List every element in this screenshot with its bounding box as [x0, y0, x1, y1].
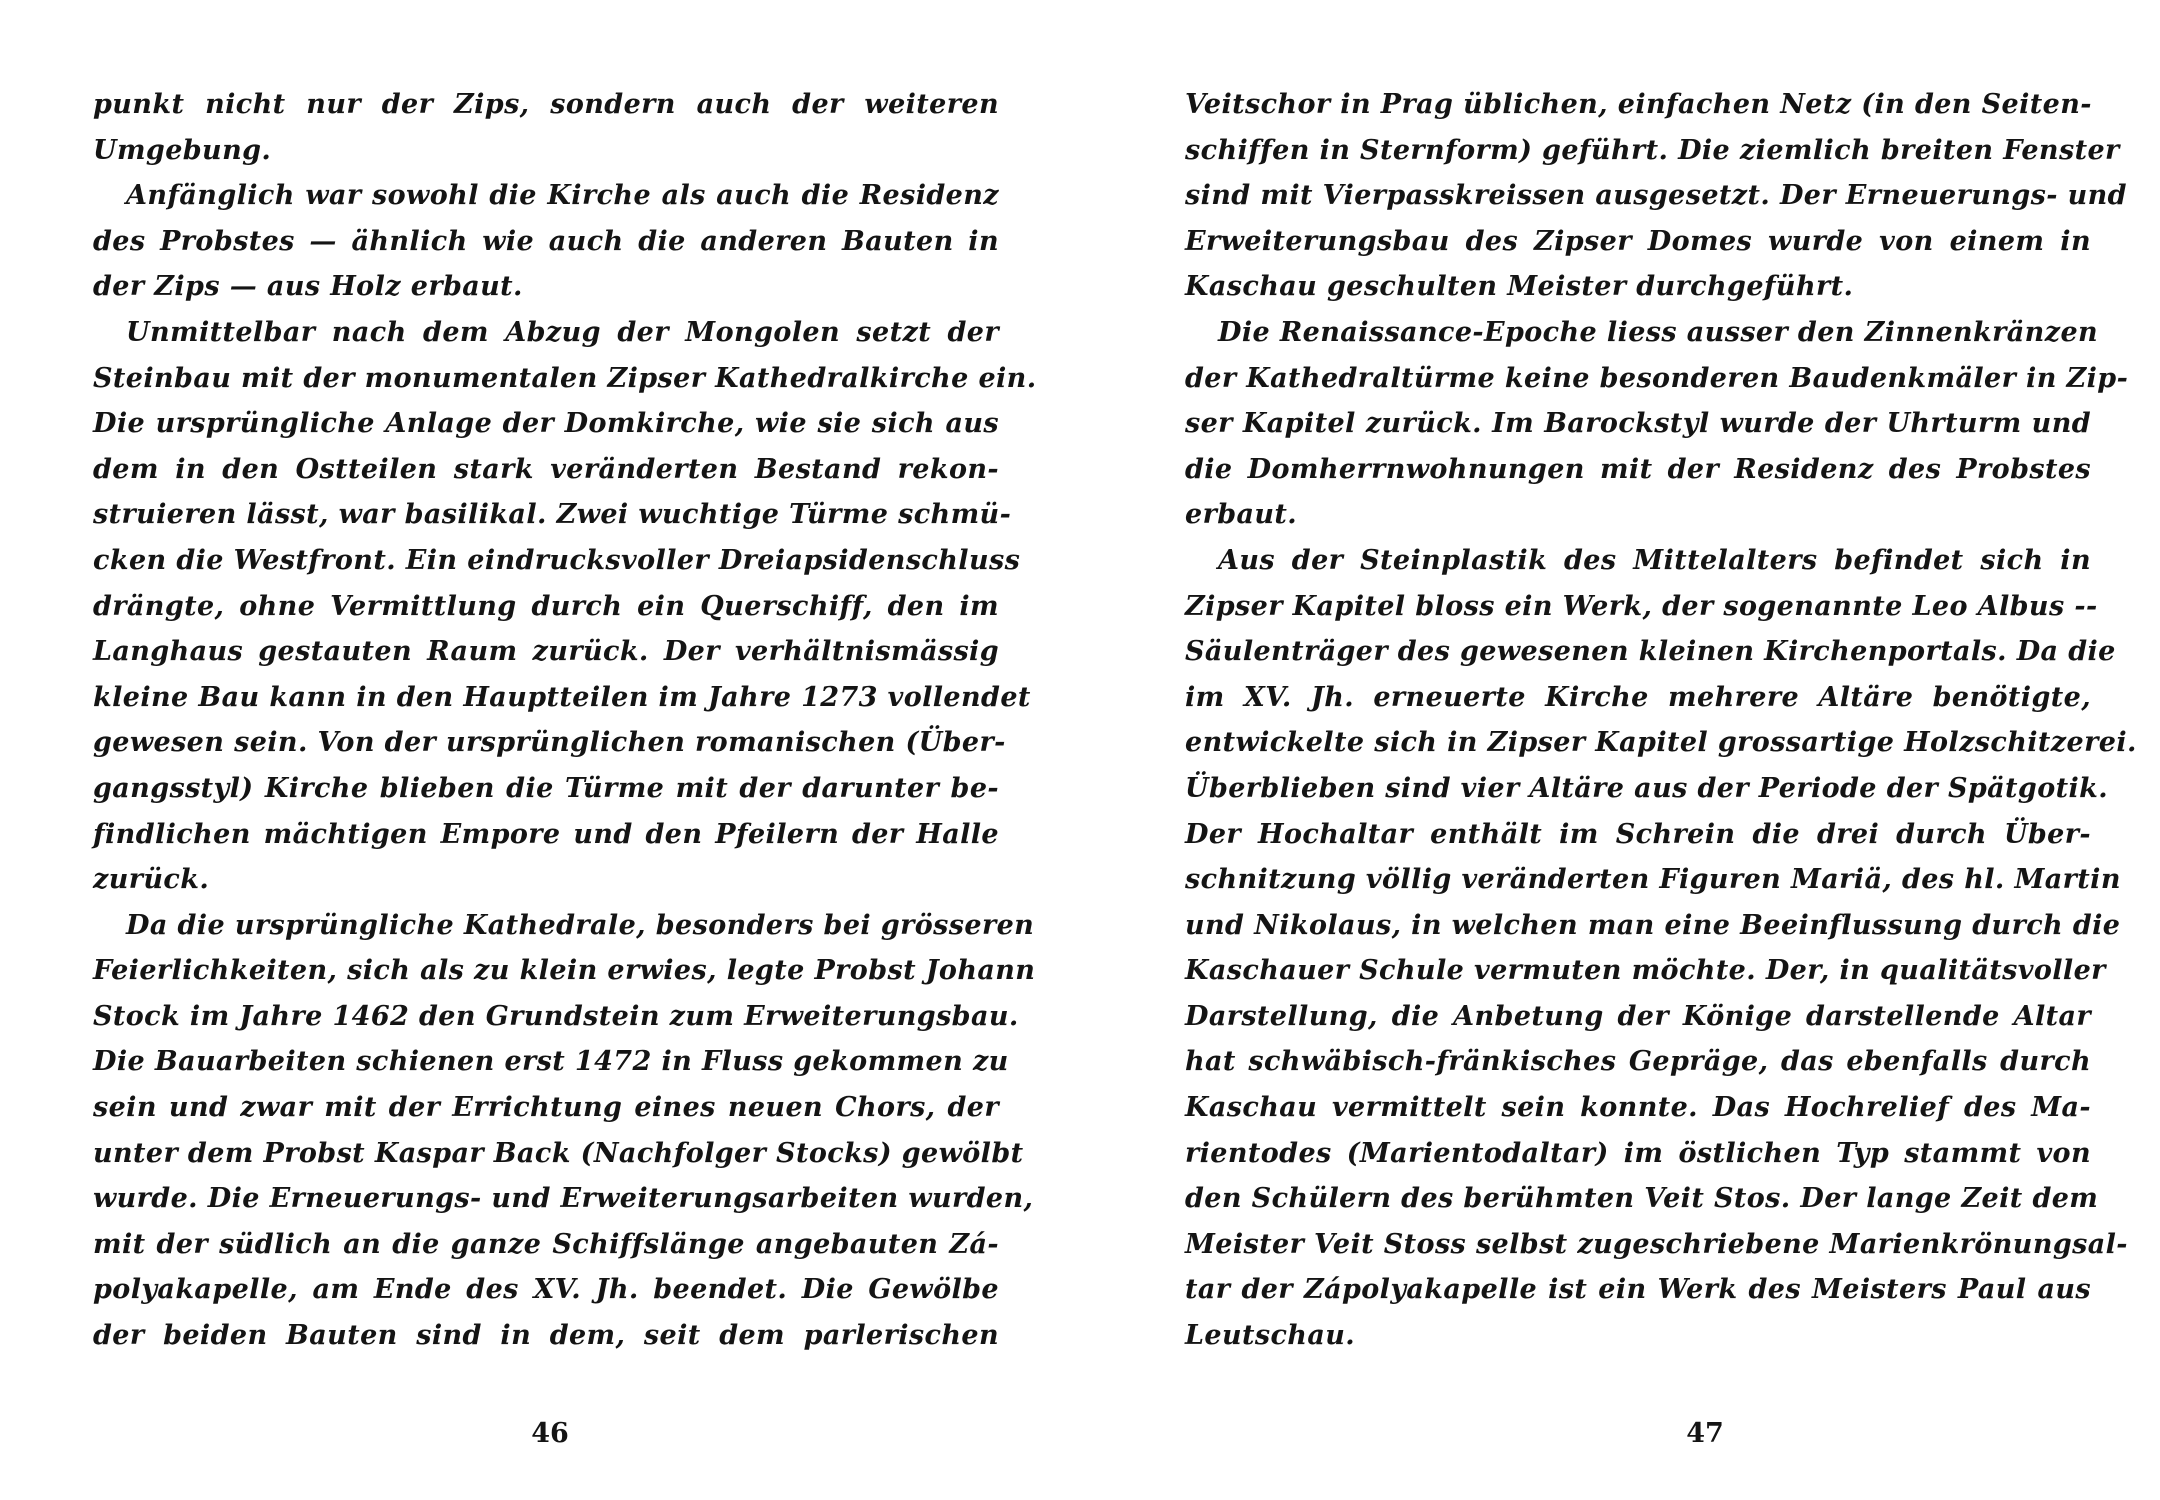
text-line: Zipser Kapitel bloss ein Werk, der sogenannte Leo Albus --	[1185, 590, 2098, 622]
text-line: dem in den Ostteilen stark veränderten Bestand rekon-	[93, 453, 999, 485]
text-line: Unmittelbar nach dem Abzug der Mongolen setzt der	[126, 316, 999, 348]
text-line: Anfänglich war sowohl die Kirche als auch die Residenz	[126, 180, 999, 212]
text-line: erbaut.	[1185, 499, 1298, 531]
text-line: drängte, ohne Vermittlung durch ein Querschiff, den im	[93, 590, 999, 622]
right-page-text	[1185, 82, 2137, 1359]
text-line: Steinbau mit der monumentalen Zipser Kathedralkirche ein.	[93, 362, 1037, 394]
text-line: Aus der Steinplastik des Mittelalters befindet sich in	[1218, 544, 2091, 576]
text-line: gangsstyl) Kirche blieben die Türme mit der darunter be-	[93, 772, 999, 804]
text-line: Leutschau.	[1185, 1320, 1356, 1352]
text-line: sein und zwar mit der Errichtung eines neuen Chors, der	[93, 1092, 999, 1124]
text-line: rientodes (Marientodaltar) im östlichen Typ stammt von	[1185, 1137, 2091, 1169]
text-line: struieren lässt, war basilikal. Zwei wuchtige Türme schmü-	[93, 499, 1012, 531]
text-line: Erweiterungsbau des Zipser Domes wurde von einem in	[1185, 225, 2091, 257]
left-page-text	[93, 82, 1037, 1359]
text-line: findlichen mächtigen Empore und den Pfeilern der Halle	[93, 818, 999, 850]
text-line: Meister Veit Stoss selbst zugeschriebene Marienkrönungsal-	[1185, 1228, 2128, 1260]
text-line: zurück.	[93, 864, 210, 896]
text-line: Die Renaissance-Epoche liess ausser den Zinnenkränzen	[1218, 316, 2099, 348]
text-line: die Domherrnwohnungen mit der Residenz des Probstes	[1185, 453, 2091, 485]
text-line: gewesen sein. Von der ursprünglichen romanischen (Über-	[93, 727, 1006, 759]
text-line: tar der Zápolyakapelle ist ein Werk des Meisters Paul aus	[1185, 1274, 2091, 1306]
text-line: mit der südlich an die ganze Schiffslänge angebauten Zá-	[93, 1228, 999, 1260]
text-line: Säulenträger des gewesenen kleinen Kirchenportals. Da die	[1185, 636, 2116, 668]
text-line: im XV. Jh. erneuerte Kirche mehrere Altäre benötigte,	[1185, 681, 2091, 713]
left-page-number: 46	[531, 1418, 569, 1449]
text-line: Umgebung.	[93, 134, 272, 166]
text-line: punkt nicht nur der Zips, sondern auch der weiteren	[93, 89, 999, 120]
text-line: wurde. Die Erneuerungs- und Erweiterungsarbeiten wurden,	[93, 1183, 1034, 1215]
text-line: Der Hochaltar enthält im Schrein die drei durch Über-	[1185, 818, 2091, 850]
text-line: schnitzung völlig veränderten Figuren Mariä, des hl. Martin	[1185, 864, 2121, 896]
text-line: ser Kapitel zurück. Im Barockstyl wurde der Uhrturm und	[1185, 408, 2091, 440]
text-line: unter dem Probst Kaspar Back (Nachfolger Stocks) gewölbt	[93, 1137, 1024, 1169]
text-line: schiffen in Sternform) geführt. Die ziemlich breiten Fenster	[1185, 134, 2120, 166]
text-line: entwickelte sich in Zipser Kapitel grossartige Holzschitzerei.	[1185, 727, 2137, 759]
text-line: des Probstes — ähnlich wie auch die anderen Bauten in	[93, 225, 999, 257]
text-line: der Zips — aus Holz erbaut.	[93, 271, 523, 303]
text-line: Stock im Jahre 1462 den Grundstein zum Erweiterungsbau.	[93, 1000, 1019, 1032]
text-line: Kaschau geschulten Meister durchgeführt.	[1185, 271, 1854, 303]
text-line: Darstellung, die Anbetung der Könige darstellende Altar	[1185, 1000, 2091, 1032]
text-line: polyakapelle, am Ende des XV. Jh. beendet. Die Gewölbe	[93, 1274, 999, 1306]
text-line: Da die ursprüngliche Kathedrale, besonders bei grösseren	[126, 909, 1035, 941]
text-line: Kaschauer Schule vermuten möchte. Der, in qualitätsvoller	[1185, 955, 2106, 987]
text-line: kleine Bau kann in den Hauptteilen im Jahre 1273 vollendet	[93, 681, 1031, 713]
text-line: cken die Westfront. Ein eindrucksvoller Dreiapsidenschluss	[93, 544, 1021, 576]
text-line: hat schwäbisch-fränkisches Gepräge, das ebenfalls durch	[1185, 1046, 2091, 1078]
text-line: Veitschor in Prag üblichen, einfachen Netz (in den Seiten-	[1185, 89, 2092, 120]
text-line: Die ursprüngliche Anlage der Domkirche, wie sie sich aus	[93, 408, 999, 440]
right-page	[1080, 0, 2160, 1500]
text-line: und Nikolaus, in welchen man eine Beeinflussung durch die	[1185, 909, 2121, 941]
text-line: Überblieben sind vier Altäre aus der Periode der Spätgotik.	[1185, 772, 2109, 804]
text-line: sind mit Vierpasskreissen ausgesetzt. Der Erneuerungs- und	[1185, 180, 2127, 212]
text-line: Die Bauarbeiten schienen erst 1472 in Fluss gekommen zu	[93, 1046, 1009, 1078]
text-line: Langhaus gestauten Raum zurück. Der verhältnismässig	[93, 636, 999, 668]
text-line: den Schülern des berühmten Veit Stos. Der lange Zeit dem	[1185, 1183, 2099, 1215]
text-line: Feierlichkeiten, sich als zu klein erwies, legte Probst Johann	[93, 955, 1036, 987]
right-page-number: 47	[1686, 1418, 1724, 1449]
text-line: Kaschau vermittelt sein konnte. Das Hochrelief des Ma-	[1185, 1092, 2091, 1124]
text-line: der Kathedraltürme keine besonderen Baudenkmäler in Zip-	[1185, 362, 2129, 394]
text-line: der beiden Bauten sind in dem, seit dem parlerischen	[93, 1320, 999, 1352]
